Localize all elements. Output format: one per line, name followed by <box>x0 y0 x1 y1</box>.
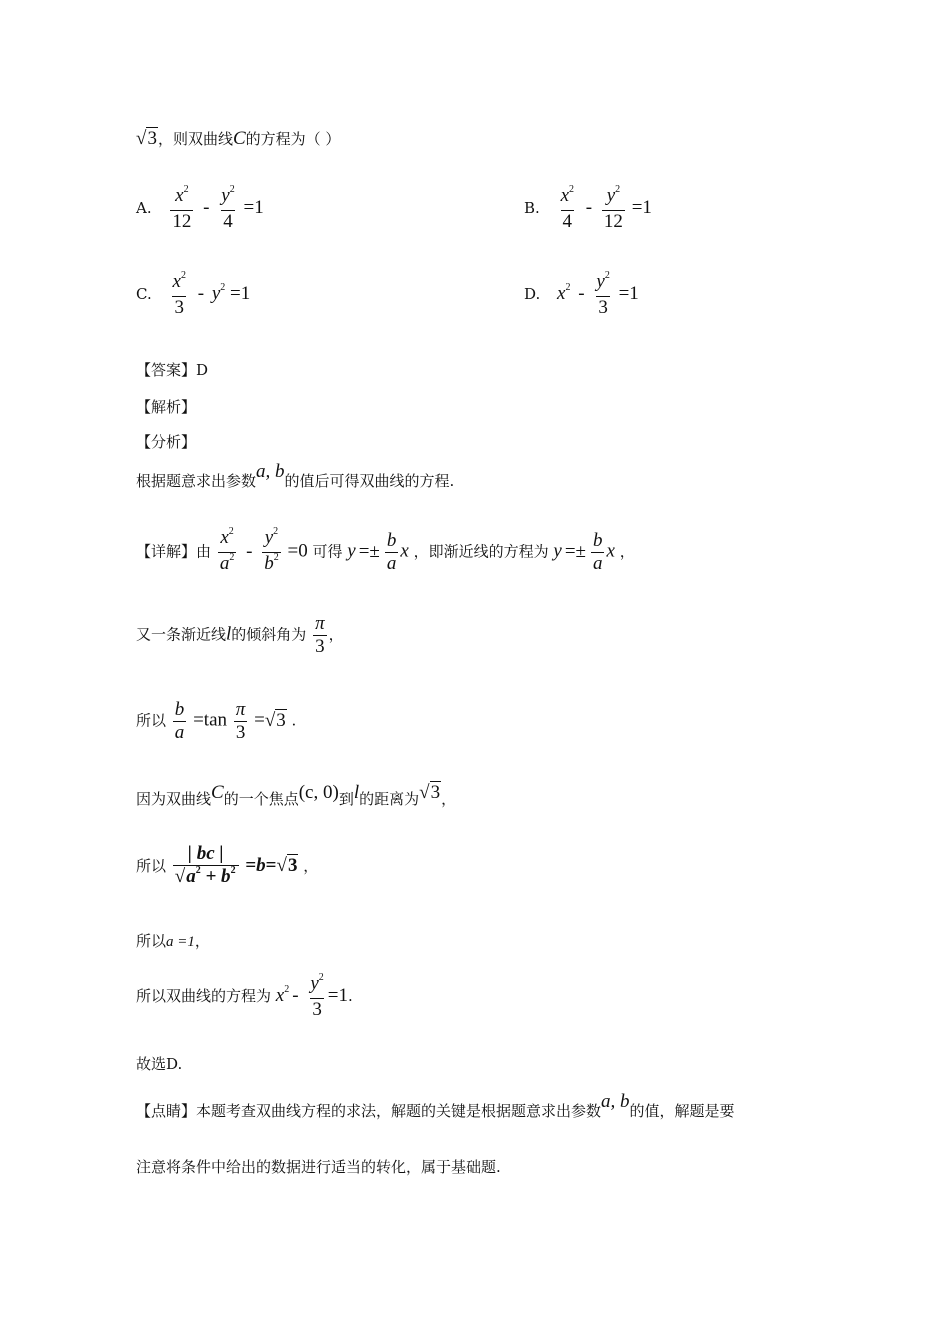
option-a: A. $\frac{x^2}{12}$ - $\frac{y^2}{4}$ =1 <box>136 184 264 232</box>
detail-line-4: 因为双曲线C的一个焦点(c, 0)到l的距离为√3， <box>136 782 457 808</box>
fenxi-label: 【分析】 <box>136 433 197 451</box>
choose-line: 故选D. <box>136 1055 183 1073</box>
sqrt-3: √3 <box>136 128 157 149</box>
detail-line-3: 所以 $\frac{b}{a}$ =tan $\frac{\pi}{3}$ =√3 . <box>136 699 297 743</box>
option-c: C. $\frac{x^2}{3}$ - $y^2 =1$ <box>136 270 251 318</box>
comment-line-1: 【点睛】本题考查双曲线方程的求法，解题的关键是根据题意求出参数a, b的值，解题是要 <box>136 1091 735 1120</box>
detail-line-5: 所以 $\frac{| bc |}{√a^2 + b^2}$ =b=√3 ， <box>136 844 318 890</box>
answer-line: 【答案】D <box>136 361 209 379</box>
detail-line-7: 所以双曲线的方程为 $x^2$ - $\frac{y^2}{3}$ =1. <box>136 972 353 1020</box>
question-line: √3，则双曲线C的方程为（ ） <box>136 128 341 149</box>
option-b: B. $\frac{x^2}{4}$ - $\frac{y^2}{12}$ =1 <box>524 184 652 232</box>
fenxi-text: 根据题意求出参数a, b的值后可得双曲线的方程. <box>136 461 455 490</box>
detail-line-6: 所以a =1， <box>136 932 210 950</box>
detail-line-2: 又一条渐近线l的倾斜角为 $\frac{\pi}{3}$ ， <box>136 613 344 657</box>
comment-line-2: 注意将条件中给出的数据进行适当的转化，属于基础题. <box>136 1158 501 1176</box>
option-d: D. $x^2$ - $\frac{y^2}{3}$ =1 <box>524 270 639 318</box>
detail-line-1: 【详解】由 $\frac{x^2}{a^2}$ - $\frac{y^2}{b^2}$ =0 可得 y =± $\frac{b}{a}$ x ，即渐近线的方程为 y =± $\frac{b}{a}$ x ， <box>136 528 635 577</box>
analysis-label: 【解析】 <box>136 398 197 416</box>
